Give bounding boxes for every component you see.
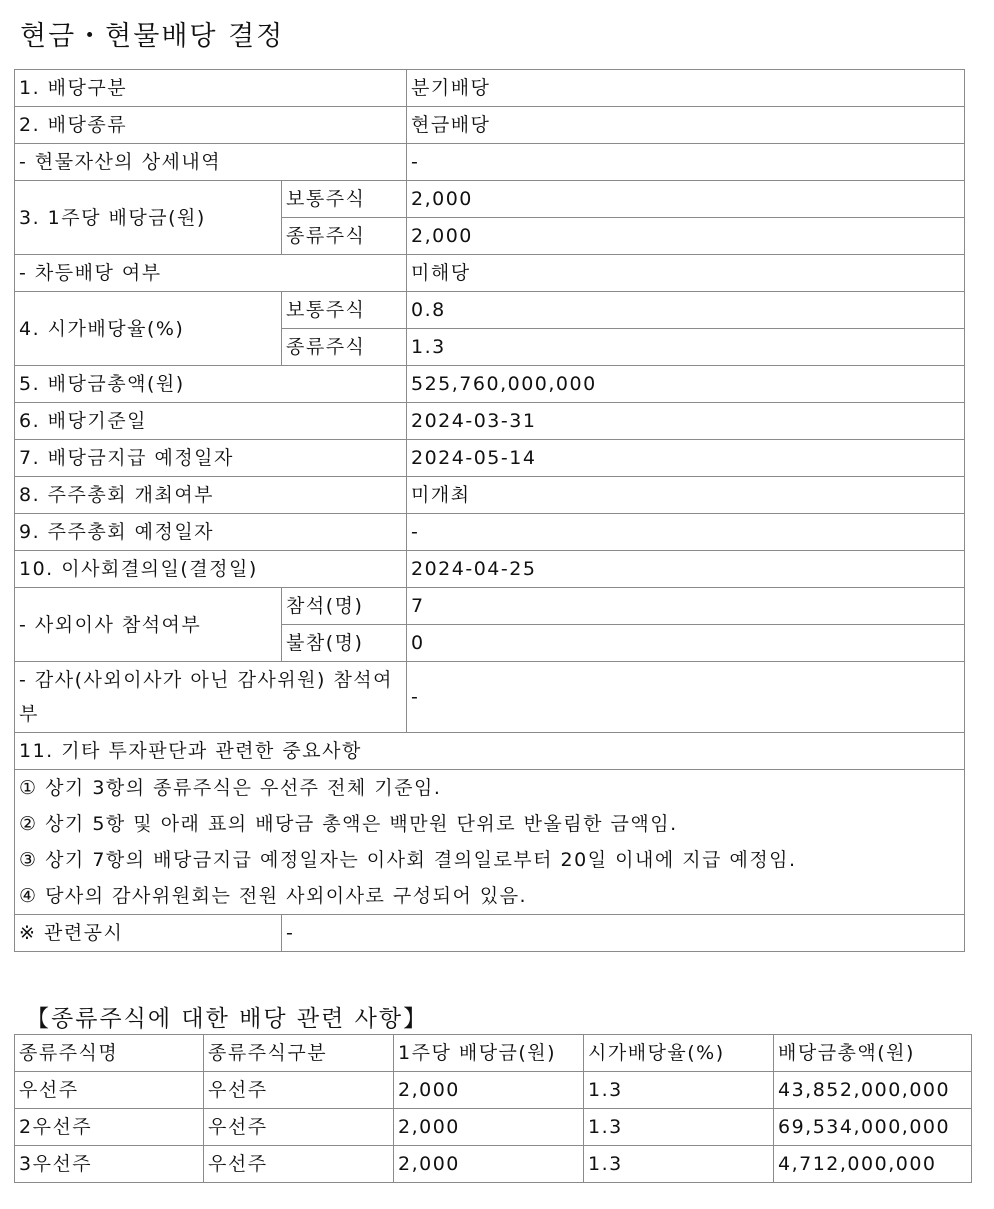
row-label: - 현물자산의 상세내역 [15,144,407,181]
row-value: 미해당 [407,255,965,292]
table-row [15,181,965,218]
row-value: 2024-05-14 [407,440,965,477]
table-cell: 2우선주 [15,1109,204,1146]
table-row [15,255,965,292]
table-cell: 2,000 [394,1072,584,1109]
table-cell: 우선주 [15,1072,204,1109]
table-row [15,915,965,952]
table-cell: 1.3 [584,1072,774,1109]
table-cell: 우선주 [204,1146,394,1183]
table-row [15,662,965,733]
row-label: 9. 주주총회 예정일자 [15,514,407,551]
row-value: - [282,915,965,952]
row-value: 2,000 [407,218,965,255]
table-cell: 2,000 [394,1109,584,1146]
row-value: 0 [407,625,965,662]
sub-label: 보통주식 [282,181,407,218]
row-label: 8. 주주총회 개최여부 [15,477,407,514]
column-header: 배당금총액(원) [774,1035,972,1072]
table-cell: 3우선주 [15,1146,204,1183]
table-row [15,1146,972,1183]
row-label: - 감사(사외이사가 아닌 감사위원) 참석여부 [15,662,407,733]
preferred-dividend-table [14,1034,972,1183]
row-value: 분기배당 [407,70,965,107]
sub-label: 참석(명) [282,588,407,625]
table-cell: 69,534,000,000 [774,1109,972,1146]
table-row [15,144,965,181]
row-value: - [407,662,965,733]
table-row [15,403,965,440]
row-label: ※ 관련공시 [15,915,282,952]
table-row [15,70,965,107]
table-row [15,588,965,625]
row-label: 4. 시가배당율(%) [15,292,282,366]
table-cell: 43,852,000,000 [774,1072,972,1109]
table-row [15,477,965,514]
table-row [15,1109,972,1146]
row-value: 현금배당 [407,107,965,144]
page-title: 현금・현물배당 결정 [20,21,285,52]
note-line: ④ 당사의 감사위원회는 전원 사외이사로 구성되어 있음. [19,885,528,907]
row-label: 2. 배당종류 [15,107,407,144]
sub-label: 불참(명) [282,625,407,662]
table-row [15,1072,972,1109]
dividend-decision-table [14,69,965,952]
table-row [15,514,965,551]
table-header-row [15,1035,972,1072]
table-cell: 우선주 [204,1109,394,1146]
row-value: 2,000 [407,181,965,218]
row-label: 6. 배당기준일 [15,403,407,440]
row-value: 1.3 [407,329,965,366]
table-row [15,551,965,588]
row-value: 2024-03-31 [407,403,965,440]
table-row [15,770,965,915]
note-line: ③ 상기 7항의 배당금지급 예정일자는 이사회 결의일로부터 20일 이내에 지급 예정임. [19,849,797,871]
column-header: 시가배당율(%) [584,1035,774,1072]
row-value: 525,760,000,000 [407,366,965,403]
table-row [15,440,965,477]
column-header: 종류주식구분 [204,1035,394,1072]
sub-label: 보통주식 [282,292,407,329]
row-label: - 사외이사 참석여부 [15,588,282,662]
table-row [15,366,965,403]
table-cell: 4,712,000,000 [774,1146,972,1183]
section-title: 【종류주식에 대한 배당 관련 사항】 [26,1006,429,1032]
note-line: ① 상기 3항의 종류주식은 우선주 전체 기준임. [19,777,442,799]
table-cell: 1.3 [584,1146,774,1183]
row-value: - [407,514,965,551]
column-header: 1주당 배당금(원) [394,1035,584,1072]
note-line: ② 상기 5항 및 아래 표의 배당금 총액은 백만원 단위로 반올림한 금액임. [19,813,678,835]
row-label: 5. 배당금총액(원) [15,366,407,403]
sub-label: 종류주식 [282,329,407,366]
row-value: - [407,144,965,181]
table-cell: 1.3 [584,1109,774,1146]
row-label: 11. 기타 투자판단과 관련한 중요사항 [15,733,965,770]
row-value: 0.8 [407,292,965,329]
sub-label: 종류주식 [282,218,407,255]
table-row [15,733,965,770]
table-cell: 우선주 [204,1072,394,1109]
row-value: 7 [407,588,965,625]
row-label: 3. 1주당 배당금(원) [15,181,282,255]
table-row [15,107,965,144]
row-value: 미개최 [407,477,965,514]
row-label: 1. 배당구분 [15,70,407,107]
notes-cell [15,770,965,915]
row-value: 2024-04-25 [407,551,965,588]
table-cell: 2,000 [394,1146,584,1183]
column-header: 종류주식명 [15,1035,204,1072]
row-label: 7. 배당금지급 예정일자 [15,440,407,477]
row-label: - 차등배당 여부 [15,255,407,292]
row-label: 10. 이사회결의일(결정일) [15,551,407,588]
table-row [15,292,965,329]
